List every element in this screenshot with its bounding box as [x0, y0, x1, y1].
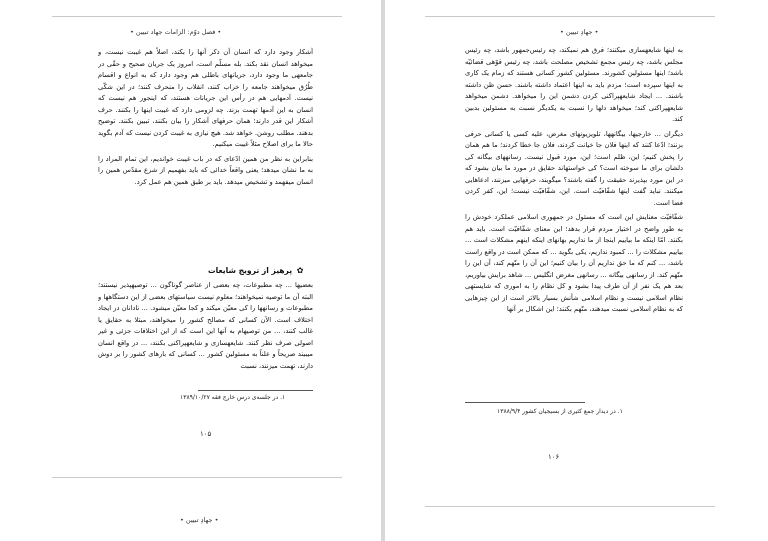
section-body [98, 280, 313, 384]
bottom-divider [52, 477, 342, 478]
body-text [98, 47, 313, 247]
body-text [465, 45, 683, 390]
paragraph: بنابراین به نظر من همین ادّعای که در باب غیبت خواندیم، این تمام المراد را به ما نشان میدهد؛ یعنی واقعاً خدائی که باید بفهمیم از شرع مقدّس همین را انسان میفهمد و تشخیص میدهد. باید بر طبق همین هم عمل کرد. [98, 154, 313, 186]
footnote: ۱. در جلسه‌ی درس خارج فقه ۱۳۸۹/۱۰/۲۷ [180, 394, 286, 401]
running-header: • فصل دوّم: الزامات جهاد تبیین • [130, 28, 222, 36]
top-divider [425, 16, 715, 17]
section-heading [208, 266, 304, 275]
bottom-divider [425, 506, 715, 507]
page-number: ۱۰۶ [548, 453, 560, 461]
section-heading-text: پرهیز از ترویج شایعات [208, 266, 293, 275]
top-divider [52, 16, 342, 17]
left-page [0, 0, 381, 541]
paragraph: دیگران ... خارجیها، بیگانهها، تلویزیونهای مغرض، علیه کسی یا کسانی حرفی بزنند؛ ادّعا کنند که اینها فلان جا خیانت کردند، فلان جا خطا کردند؛ ما هم همان را پخش کنیم؛ این، ظلم است؛ این، مورد قبول نیست. رسانههای بیگانه کی دلشان برای ما سوخته است؟ کی خواستهاند حقایق در مورد ما بیان بشود که در این مورد بپذیرند حقیقت را گفته باشند؟ میگویند، حرفهایی میزنند، ادعاهایی میکنند. نباید گفت اینها شفّافیّت است. این، شفّافیّت نیست؛ این، کفر کردن فضا است. [465, 129, 683, 207]
paragraph: آشکار وجود دارد که انسان آن ذکر آنها را بکند، اصلاً هم غیبت نیست، و میخواهد انسان نقد بکند. بله مسلّم است، امروز یک جریان صحیح و حقّی در جامعهی ما وجود دارد، جریانهای باطلی هم وجود دارد که به انواع و اقسام طُرُق میخواهند جامعه را خراب کنند، انقلاب را منحرف کنند؛ در این شکّی نیست. آدمهایی هم در رأس این جریانات هستند، که اینجور هم نیست که انسان به این آدمها تهمت بزند. چه لزومی دارد که غیبت اینها را بکنند. حرف آشکار این قدر دارند؛ همان حرفهای آشکار را بیان بکنند، تبیین بکنند. توضیح بدهند. مطلب روشن. خواهد شد. هیچ نیازی به غیبت کردن نیست که آدم بگوید حالا ما برای اصلاح مثلاً غیبت میکنیم. [98, 48, 313, 148]
running-header: • جهادِ تبیین • [560, 28, 599, 36]
paragraph: بعضیها ... چه مطبوعات، چه بعضی از عناصر گوناگون ... توصیهپذیر نیستند؛ البته آن ما توصیه نمیخواهند؛ معلوم نیست سیاستهای بعضی از این دستگاهها و مطبوعات و رسانهها را کی معیّن میکند و کجا معیّن میشود. ... نادانان در ایجاد اختلاف است. الآن کسانی که مصالح کشور را میخواهند، مبتلا به حقایق یا غالب کنند، ... من توصیهام به آنها این است که از این اختلافات جزئی و غیر اصولی صرف نظر کنند. شایعهسازی و شایعهپراکنی بکنند، ... در واقع انسان میبیند صریحاً و علناً به مسئولین کشور ... کسانی که بارهای کشور را بر دوش دارند، تهمت میزنند، نسبت [98, 281, 313, 370]
paragraph: شفّافیّت معنایش این است که مسئول در جمهوری اسلامی عملکرد خودش را به طور واضح در اختیار مردم قرار بدهد؛ این معنای شفّافیّت است. باید هم بکنند. امّا اینکه ما بیاییم اینجا از ما نداریم بهانهای اینکه اینهم مشکلات است ... بیاییم مشکلات را ... کمبود نداریم، یکی بگوید ... که ممکن است در واقع راست باشد، ... کنم که ما حق نداریم آن را بیان کنیم؛ این آن را متّهم کند، آن این را متّهم کند. از رسانهی بیگانه ... رسانهی مغرض انگلیس ... شاهد برایش بیاوریم، بعد هم یک نفر از آن طرف پیدا بشود و کل نظام را به اموری که شایستهی نظام اسلامی نیست و نظام اسلامی شأنش بسیار بالاتر است از این چیزهایی که به نظام اسلامی نسبت میدهند، متّهم بکنند؛ این اشکال بر آنها [465, 213, 683, 313]
flower-icon: ✿ [296, 266, 304, 275]
next-page-header: • جهادِ تبیین • [180, 516, 219, 524]
page-number: ۱۰۵ [200, 430, 212, 438]
footnote: ۱. در دیدار جمع کثیری از بسیجیان کشور ۱۳۸۸/۹/۴ [497, 408, 623, 415]
right-page [385, 0, 768, 541]
footnote-rule [465, 402, 585, 403]
paragraph: به اینها شایعهسازی میکنند؛ فرق هم نمیکند، چه رئیس‌جمهور باشد، چه رئیس مجلس باشد، چه رئیس مجمع تشخیص مصلحت باشد، چه رئیس قوّهی قضائیّه باشد؛ اینها مسئولین کشورند. مسئولین کشور کسانی هستند که زمام یک کاری به اینها سپرده است؛ مردم باید به اینها اعتماد داشته باشند. حسن ظن داشته باشند. ... ایجاد شایعهپراکنی کردن دشمن این را میخواهد. دشمن میخواهد شایعهپراکنی کند؛ میخواهد دلها را نسبت به یکدیگر نسبت به مسئولین بدبین کند. [465, 46, 683, 123]
footnote-rule [198, 390, 313, 391]
